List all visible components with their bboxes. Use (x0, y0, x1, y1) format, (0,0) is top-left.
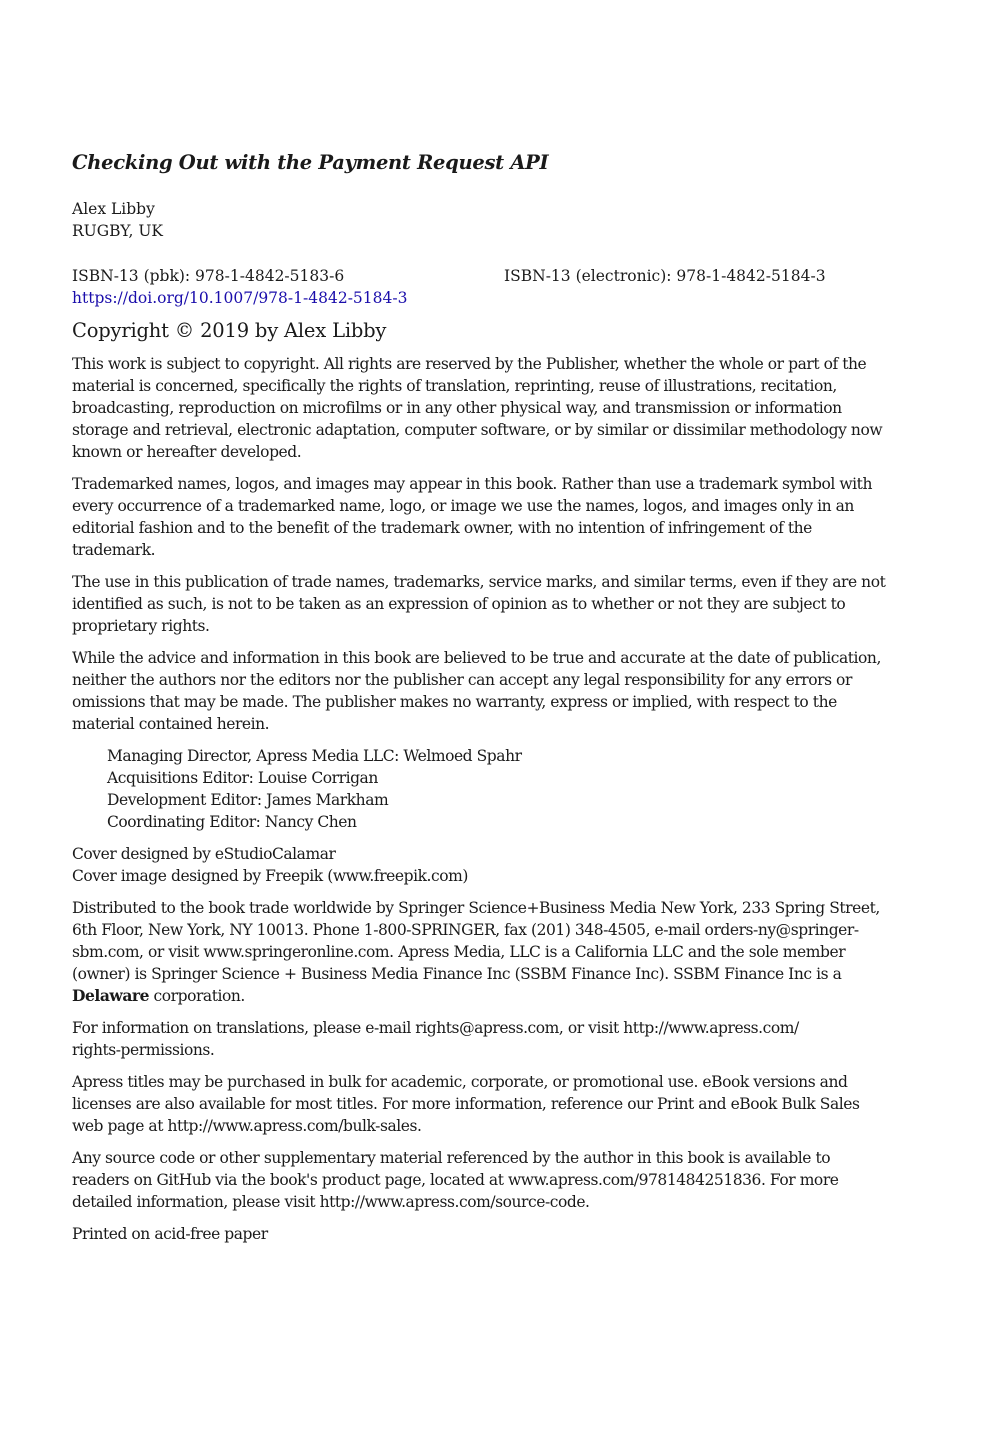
printed-note: Printed on acid-free paper (72, 1225, 268, 1243)
advice-paragraph (72, 647, 922, 735)
paragraph-line: readers on GitHub via the book's product page, located at www.apress.com/9781484251836. For more (72, 1171, 839, 1189)
author-location: RUGBY, UK (72, 222, 163, 240)
paragraph-line: Apress titles may be purchased in bulk for academic, corporate, or promotional use. eBook versions and (72, 1073, 848, 1091)
paragraph-line: storage and retrieval, electronic adaptation, computer software, or by similar or dissimilar methodology now (72, 421, 883, 439)
delaware-bold: Delaware (72, 986, 150, 1005)
corporation-text: corporation. (149, 987, 245, 1005)
paragraph-line: sbm.com, or visit www.springeronline.com. Apress Media, LLC is a California LLC and the sole member (72, 943, 846, 961)
paragraph-line: The use in this publication of trade names, trademarks, service marks, and similar terms, even if they are not (72, 573, 886, 591)
paragraph-line: 6th Floor, New York, NY 10013. Phone 1-800-SPRINGER, fax (201) 348-4505, e-mail orders-ny@springer- (72, 921, 859, 939)
paragraph-line: omissions that may be made. The publisher makes no warranty, express or implied, with respect to the (72, 693, 837, 711)
cover-credits (72, 843, 922, 887)
paragraph-line: editorial fashion and to the benefit of the trademark owner, with no intention of infringement of the (72, 519, 812, 537)
paragraph-line: proprietary rights. (72, 617, 210, 635)
paragraph-line: known or hereafter developed. (72, 443, 302, 461)
paragraph-line: material is concerned, specifically the rights of translation, reprinting, reuse of illustrations, recitation, (72, 377, 837, 395)
paragraph-line: trademark. (72, 541, 156, 559)
paragraph-line: licenses are also available for most titles. For more information, reference our Print and eBook Bulk Sales (72, 1095, 860, 1113)
paragraph-line: material contained herein. (72, 715, 270, 733)
bulk-sales-paragraph (72, 1071, 922, 1137)
source-code-paragraph (72, 1147, 922, 1213)
paragraph-line: Distributed to the book trade worldwide by Springer Science+Business Media New York, 233 Spring Street, (72, 899, 880, 917)
isbn-print: ISBN-13 (pbk): 978-1-4842-5183-6 (72, 267, 345, 285)
paragraph-line: every occurrence of a trademarked name, logo, or image we use the names, logos, and images only in an (72, 497, 854, 515)
credit-development-editor: Development Editor: James Markham (107, 791, 389, 809)
isbn-row (72, 265, 922, 287)
paragraph-line: neither the authors nor the editors nor the publisher can accept any legal responsibility for any errors or (72, 671, 852, 689)
paragraph-line: Trademarked names, logos, and images may appear in this book. Rather than use a trademark symbol with (72, 475, 872, 493)
cover-image-designer: Cover image designed by Freepik (www.freepik.com) (72, 867, 468, 885)
copyright-heading: Copyright © 2019 by Alex Libby (72, 319, 387, 342)
paragraph-line: Any source code or other supplementary material referenced by the author in this book is available to (72, 1149, 831, 1167)
paragraph-line: This work is subject to copyright. All rights are reserved by the Publisher, whether the whole or part of the (72, 355, 867, 373)
paragraph-line: (owner) is Springer Science + Business Media Finance Inc (SSBM Finance Inc). SSBM Finance Inc is a (72, 965, 842, 983)
paragraph-line: While the advice and information in this book are believed to be true and accurate at the date of publication, (72, 649, 881, 667)
credit-coordinating-editor: Coordinating Editor: Nancy Chen (107, 813, 357, 831)
isbn-electronic: ISBN-13 (electronic): 978-1-4842-5184-3 (504, 267, 826, 285)
printed-note-block (72, 1223, 922, 1245)
doi-link[interactable]: https://doi.org/10.1007/978-1-4842-5184-3 (72, 289, 408, 307)
trade-names-paragraph (72, 571, 922, 637)
rights-paragraph (72, 353, 922, 463)
translations-paragraph (72, 1017, 922, 1061)
paragraph-line (72, 985, 922, 1007)
paragraph-line: web page at http://www.apress.com/bulk-sales. (72, 1117, 422, 1135)
credits-list (107, 745, 957, 833)
paragraph-line: detailed information, please visit http://www.apress.com/source-code. (72, 1193, 590, 1211)
paragraph-line: rights-permissions. (72, 1041, 215, 1059)
credit-managing-director: Managing Director, Apress Media LLC: Welmoed Spahr (107, 747, 522, 765)
cover-designer: Cover designed by eStudioCalamar (72, 845, 336, 863)
credit-acquisitions-editor: Acquisitions Editor: Louise Corrigan (107, 769, 378, 787)
doi-link-block (72, 287, 922, 309)
paragraph-line: identified as such, is not to be taken as an expression of opinion as to whether or not they are subject to (72, 595, 846, 613)
trademark-paragraph (72, 473, 922, 561)
book-title: Checking Out with the Payment Request API (72, 151, 549, 174)
author-block (72, 198, 922, 242)
paragraph-line: For information on translations, please e-mail rights@apress.com, or visit http://www.apress.com/ (72, 1019, 799, 1037)
distribution-paragraph (72, 897, 922, 1007)
paragraph-line: broadcasting, reproduction on microfilms or in any other physical way, and transmission or information (72, 399, 842, 417)
author-name: Alex Libby (72, 200, 155, 218)
